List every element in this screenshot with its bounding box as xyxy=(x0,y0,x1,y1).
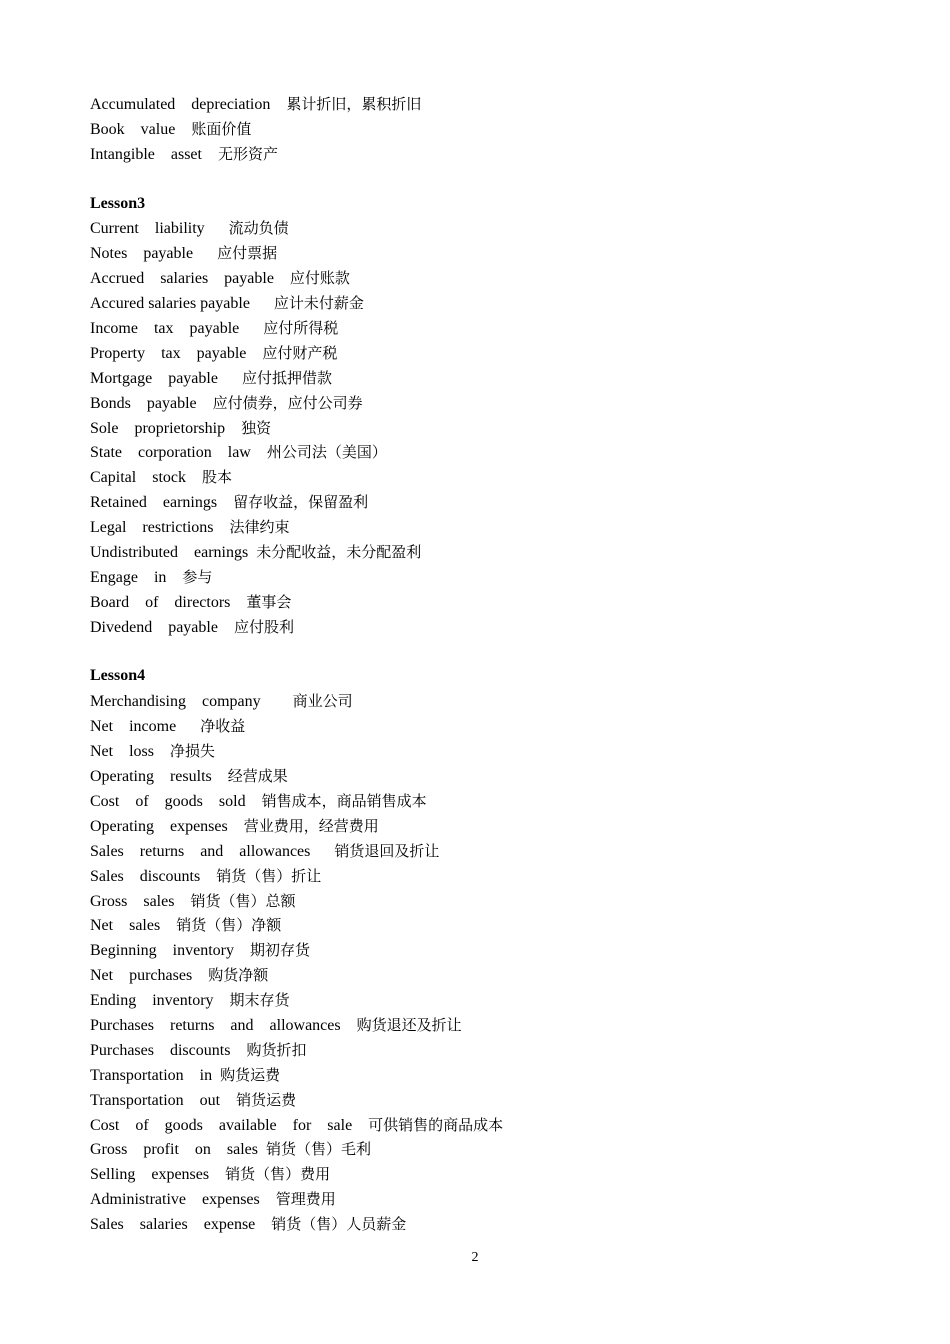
term-chinese: 留存收益，保留盈利 xyxy=(233,493,369,512)
glossary-entry xyxy=(90,391,890,416)
term-english: Legal restrictions xyxy=(90,519,230,537)
term-chinese: 销货（售）人员薪金 xyxy=(271,1215,407,1234)
glossary-entry xyxy=(90,789,890,814)
term-english: State corporation law xyxy=(90,444,267,462)
glossary-entry xyxy=(90,615,890,640)
term-chinese: 净损失 xyxy=(170,742,216,761)
term-english: Gross profit on sales xyxy=(90,1141,266,1159)
top-glossary-section xyxy=(90,92,890,167)
blank-line xyxy=(90,640,890,665)
blank-line xyxy=(90,167,890,192)
document-page xyxy=(90,92,890,1237)
term-chinese: 可供销售的商品成本 xyxy=(368,1115,504,1134)
glossary-entry xyxy=(90,1137,890,1162)
term-chinese: 销货退回及折让 xyxy=(334,841,440,860)
term-english: Cost of goods available for sale xyxy=(90,1116,369,1134)
term-english: Book value xyxy=(90,120,192,138)
glossary-entry xyxy=(90,714,890,739)
glossary-entry xyxy=(90,465,890,490)
glossary-entry xyxy=(90,92,890,117)
term-english: Purchases returns and allowances xyxy=(90,1016,357,1034)
term-chinese: 应付财产税 xyxy=(262,343,338,362)
term-english: Sole proprietorship xyxy=(90,419,242,437)
term-chinese: 股本 xyxy=(201,468,232,487)
term-chinese: 商业公司 xyxy=(292,692,353,711)
glossary-entry xyxy=(90,864,890,889)
glossary-entry xyxy=(90,490,890,515)
term-english: Retained earnings xyxy=(90,494,234,512)
term-english: Sales returns and allowances xyxy=(90,842,335,860)
term-english: Purchases discounts xyxy=(90,1041,247,1059)
term-chinese: 独资 xyxy=(241,418,272,437)
glossary-entry xyxy=(90,117,890,142)
term-english: Current liability xyxy=(90,220,229,238)
glossary-entry xyxy=(90,839,890,864)
term-english: Gross sales xyxy=(90,892,191,910)
term-english: Accumulated depreciation xyxy=(90,96,287,113)
term-english: Mortgage payable xyxy=(90,369,242,387)
term-chinese: 应付债券，应付公司券 xyxy=(212,393,363,412)
glossary-entry xyxy=(90,316,890,341)
lesson4-section xyxy=(90,664,890,1236)
term-english: Selling expenses xyxy=(90,1166,226,1184)
term-english: Ending inventory xyxy=(90,992,230,1010)
term-english: Bonds payable xyxy=(90,394,213,412)
term-chinese: 应付抵押借款 xyxy=(241,368,332,387)
term-english: Accured salaries payable xyxy=(90,295,274,313)
glossary-entry xyxy=(90,1162,890,1187)
glossary-entry xyxy=(90,1038,890,1063)
term-chinese: 购货运费 xyxy=(220,1065,281,1084)
glossary-entry xyxy=(90,515,890,540)
term-english: Merchandising company xyxy=(90,693,293,711)
term-chinese: 州公司法（美国） xyxy=(266,443,387,462)
glossary-entry xyxy=(90,988,890,1013)
glossary-entry xyxy=(90,913,890,938)
term-english: Property tax payable xyxy=(90,344,263,362)
term-english: Accrued salaries payable xyxy=(90,270,290,288)
glossary-entry xyxy=(90,366,890,391)
term-english: Administrative expenses xyxy=(90,1191,276,1209)
term-chinese: 销售成本，商品销售成本 xyxy=(261,791,427,810)
glossary-entry xyxy=(90,764,890,789)
lesson3-heading: Lesson3 xyxy=(90,194,146,212)
term-english: Undistributed earnings xyxy=(90,544,257,562)
glossary-entry xyxy=(90,889,890,914)
term-chinese: 销货（售）毛利 xyxy=(265,1140,371,1159)
term-chinese: 销货（售）费用 xyxy=(225,1165,331,1184)
term-english: Net loss xyxy=(90,743,170,761)
glossary-entry xyxy=(90,739,890,764)
term-chinese: 净收益 xyxy=(200,717,246,736)
term-english: Operating expenses xyxy=(90,817,244,835)
glossary-entry xyxy=(90,440,890,465)
term-english: Transportation in xyxy=(90,1066,221,1084)
term-english: Operating results xyxy=(90,768,228,786)
term-chinese: 账面价值 xyxy=(191,119,252,138)
glossary-entry xyxy=(90,938,890,963)
term-english: Board of directors xyxy=(90,593,247,611)
lesson4-heading: Lesson4 xyxy=(90,667,146,685)
term-chinese: 应付所得税 xyxy=(263,319,339,338)
term-chinese: 法律约束 xyxy=(229,518,290,537)
glossary-entry xyxy=(90,341,890,366)
glossary-entry xyxy=(90,565,890,590)
glossary-entry xyxy=(90,216,890,241)
term-chinese: 销货（售）净额 xyxy=(176,916,282,935)
term-english: Sales discounts xyxy=(90,867,217,885)
term-english: Cost of goods sold xyxy=(90,792,262,810)
term-chinese: 销货（售）折让 xyxy=(216,866,322,885)
term-chinese: 营业费用，经营费用 xyxy=(243,816,379,835)
term-chinese: 未分配收益，未分配盈利 xyxy=(256,543,422,562)
term-chinese: 应付股利 xyxy=(233,617,294,636)
term-chinese: 购货净额 xyxy=(208,966,269,985)
term-chinese: 购货退还及折让 xyxy=(356,1015,462,1034)
term-english: Net sales xyxy=(90,917,177,935)
glossary-entry xyxy=(90,963,890,988)
term-chinese: 购货折扣 xyxy=(246,1040,307,1059)
term-chinese: 累计折旧，累积折旧 xyxy=(286,95,422,113)
term-chinese: 应计未付薪金 xyxy=(273,294,364,313)
glossary-entry xyxy=(90,689,890,714)
term-english: Capital stock xyxy=(90,469,202,487)
term-chinese: 应付票据 xyxy=(217,244,278,263)
term-chinese: 流动负债 xyxy=(228,219,289,238)
glossary-entry xyxy=(90,291,890,316)
term-english: Engage in xyxy=(90,568,183,586)
glossary-entry xyxy=(90,540,890,565)
term-chinese: 无形资产 xyxy=(217,144,278,163)
term-chinese: 管理费用 xyxy=(275,1190,336,1209)
term-english: Net purchases xyxy=(90,967,209,985)
glossary-entry xyxy=(90,142,890,167)
term-chinese: 期初存货 xyxy=(249,941,310,960)
glossary-entry xyxy=(90,241,890,266)
glossary-entry xyxy=(90,1088,890,1113)
term-chinese: 应付账款 xyxy=(289,269,350,288)
term-english: Net income xyxy=(90,718,201,736)
term-english: Intangible asset xyxy=(90,145,218,163)
glossary-entry xyxy=(90,1212,890,1237)
term-chinese: 董事会 xyxy=(246,592,292,611)
page-number: 2 xyxy=(471,1250,479,1265)
term-chinese: 经营成果 xyxy=(227,767,288,786)
glossary-entry xyxy=(90,814,890,839)
term-chinese: 参与 xyxy=(182,567,213,586)
term-english: Beginning inventory xyxy=(90,942,250,960)
term-chinese: 期末存货 xyxy=(229,991,290,1010)
term-chinese: 销货运费 xyxy=(236,1090,297,1109)
term-english: Notes payable xyxy=(90,245,218,263)
term-english: Divedend payable xyxy=(90,618,234,636)
glossary-entry xyxy=(90,1063,890,1088)
lesson3-section xyxy=(90,192,890,640)
glossary-entry xyxy=(90,416,890,441)
term-english: Transportation out xyxy=(90,1091,237,1109)
term-english: Sales salaries expense xyxy=(90,1216,272,1234)
term-english: Income tax payable xyxy=(90,320,264,338)
glossary-entry xyxy=(90,1013,890,1038)
term-chinese: 销货（售）总额 xyxy=(190,891,296,910)
glossary-entry xyxy=(90,1187,890,1212)
glossary-entry xyxy=(90,1113,890,1138)
glossary-entry xyxy=(90,266,890,291)
glossary-entry xyxy=(90,590,890,615)
